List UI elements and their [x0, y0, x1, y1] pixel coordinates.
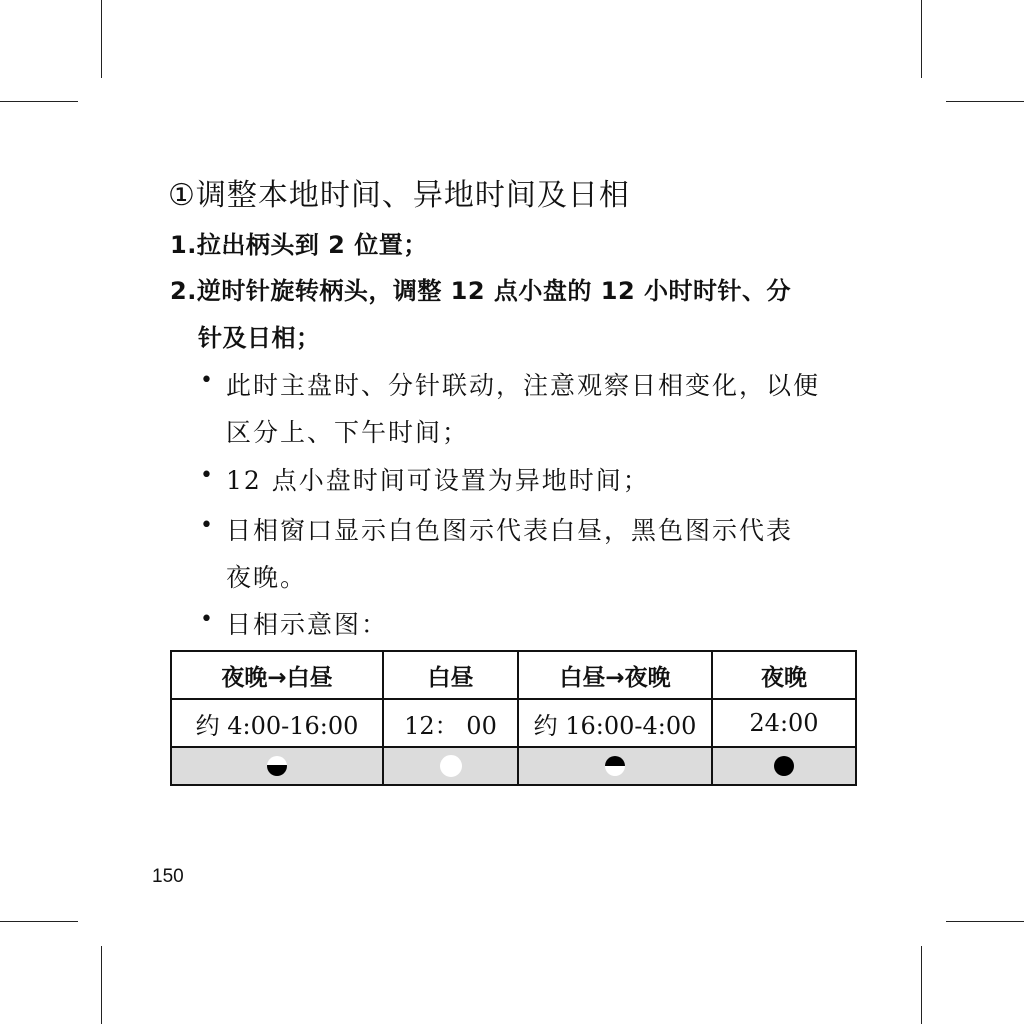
moon-half-dark-top-icon	[605, 756, 625, 776]
table-cell	[383, 747, 518, 785]
table-row	[171, 699, 856, 747]
bullet-dot: •	[200, 463, 213, 488]
bullet-text: 12 点小盘时间可设置为异地时间；	[226, 466, 650, 495]
table-header-cell: 白昼→夜晚	[518, 651, 712, 699]
bullet-text: 此时主盘时、分针联动，注意观察日相变化，以便	[226, 371, 821, 400]
step-1: 1.拉出柄头到 2 位置；	[170, 231, 428, 259]
table-row	[171, 747, 856, 785]
crop-mark	[921, 946, 922, 1024]
moon-phase-table	[170, 650, 857, 786]
crop-mark	[946, 101, 1024, 102]
bullet-dot: •	[200, 368, 213, 393]
crop-mark	[0, 921, 78, 922]
crop-mark	[946, 921, 1024, 922]
bullet-dot: •	[200, 513, 213, 538]
bullet-text-continued: 区分上、下午时间；	[226, 418, 470, 447]
bullet-text: 日相示意图：	[226, 610, 389, 639]
table-cell	[518, 747, 712, 785]
moon-half-dark-bottom-icon	[267, 756, 287, 776]
table-cell	[712, 747, 856, 785]
step-2-continued: 针及日相；	[198, 324, 321, 352]
page-number: 150	[152, 866, 184, 887]
table-cell: 约 16:00-4:00	[518, 699, 712, 747]
moon-white-icon	[440, 755, 462, 777]
table-cell: 约 4:00-16:00	[171, 699, 383, 747]
step-2: 2.逆时针旋转柄头，调整 12 点小盘的 12 小时时针、分	[170, 277, 792, 305]
bullet-dot: •	[200, 607, 213, 632]
table-cell	[171, 747, 383, 785]
crop-mark	[101, 946, 102, 1024]
crop-mark	[921, 0, 922, 78]
table-cell: 12： 00	[383, 699, 518, 747]
moon-black-icon	[774, 756, 794, 776]
section-title: ①调整本地时间、异地时间及日相	[168, 178, 630, 213]
bullet-text: 日相窗口显示白色图示代表白昼，黑色图示代表	[226, 516, 794, 545]
crop-mark	[101, 0, 102, 78]
table-header-cell: 夜晚→白昼	[171, 651, 383, 699]
crop-mark	[0, 101, 78, 102]
table-header-row	[171, 651, 856, 699]
table-cell: 24:00	[712, 699, 856, 747]
bullet-text-continued: 夜晚。	[226, 563, 308, 592]
table-header-cell: 白昼	[383, 651, 518, 699]
table-header-cell: 夜晚	[712, 651, 856, 699]
